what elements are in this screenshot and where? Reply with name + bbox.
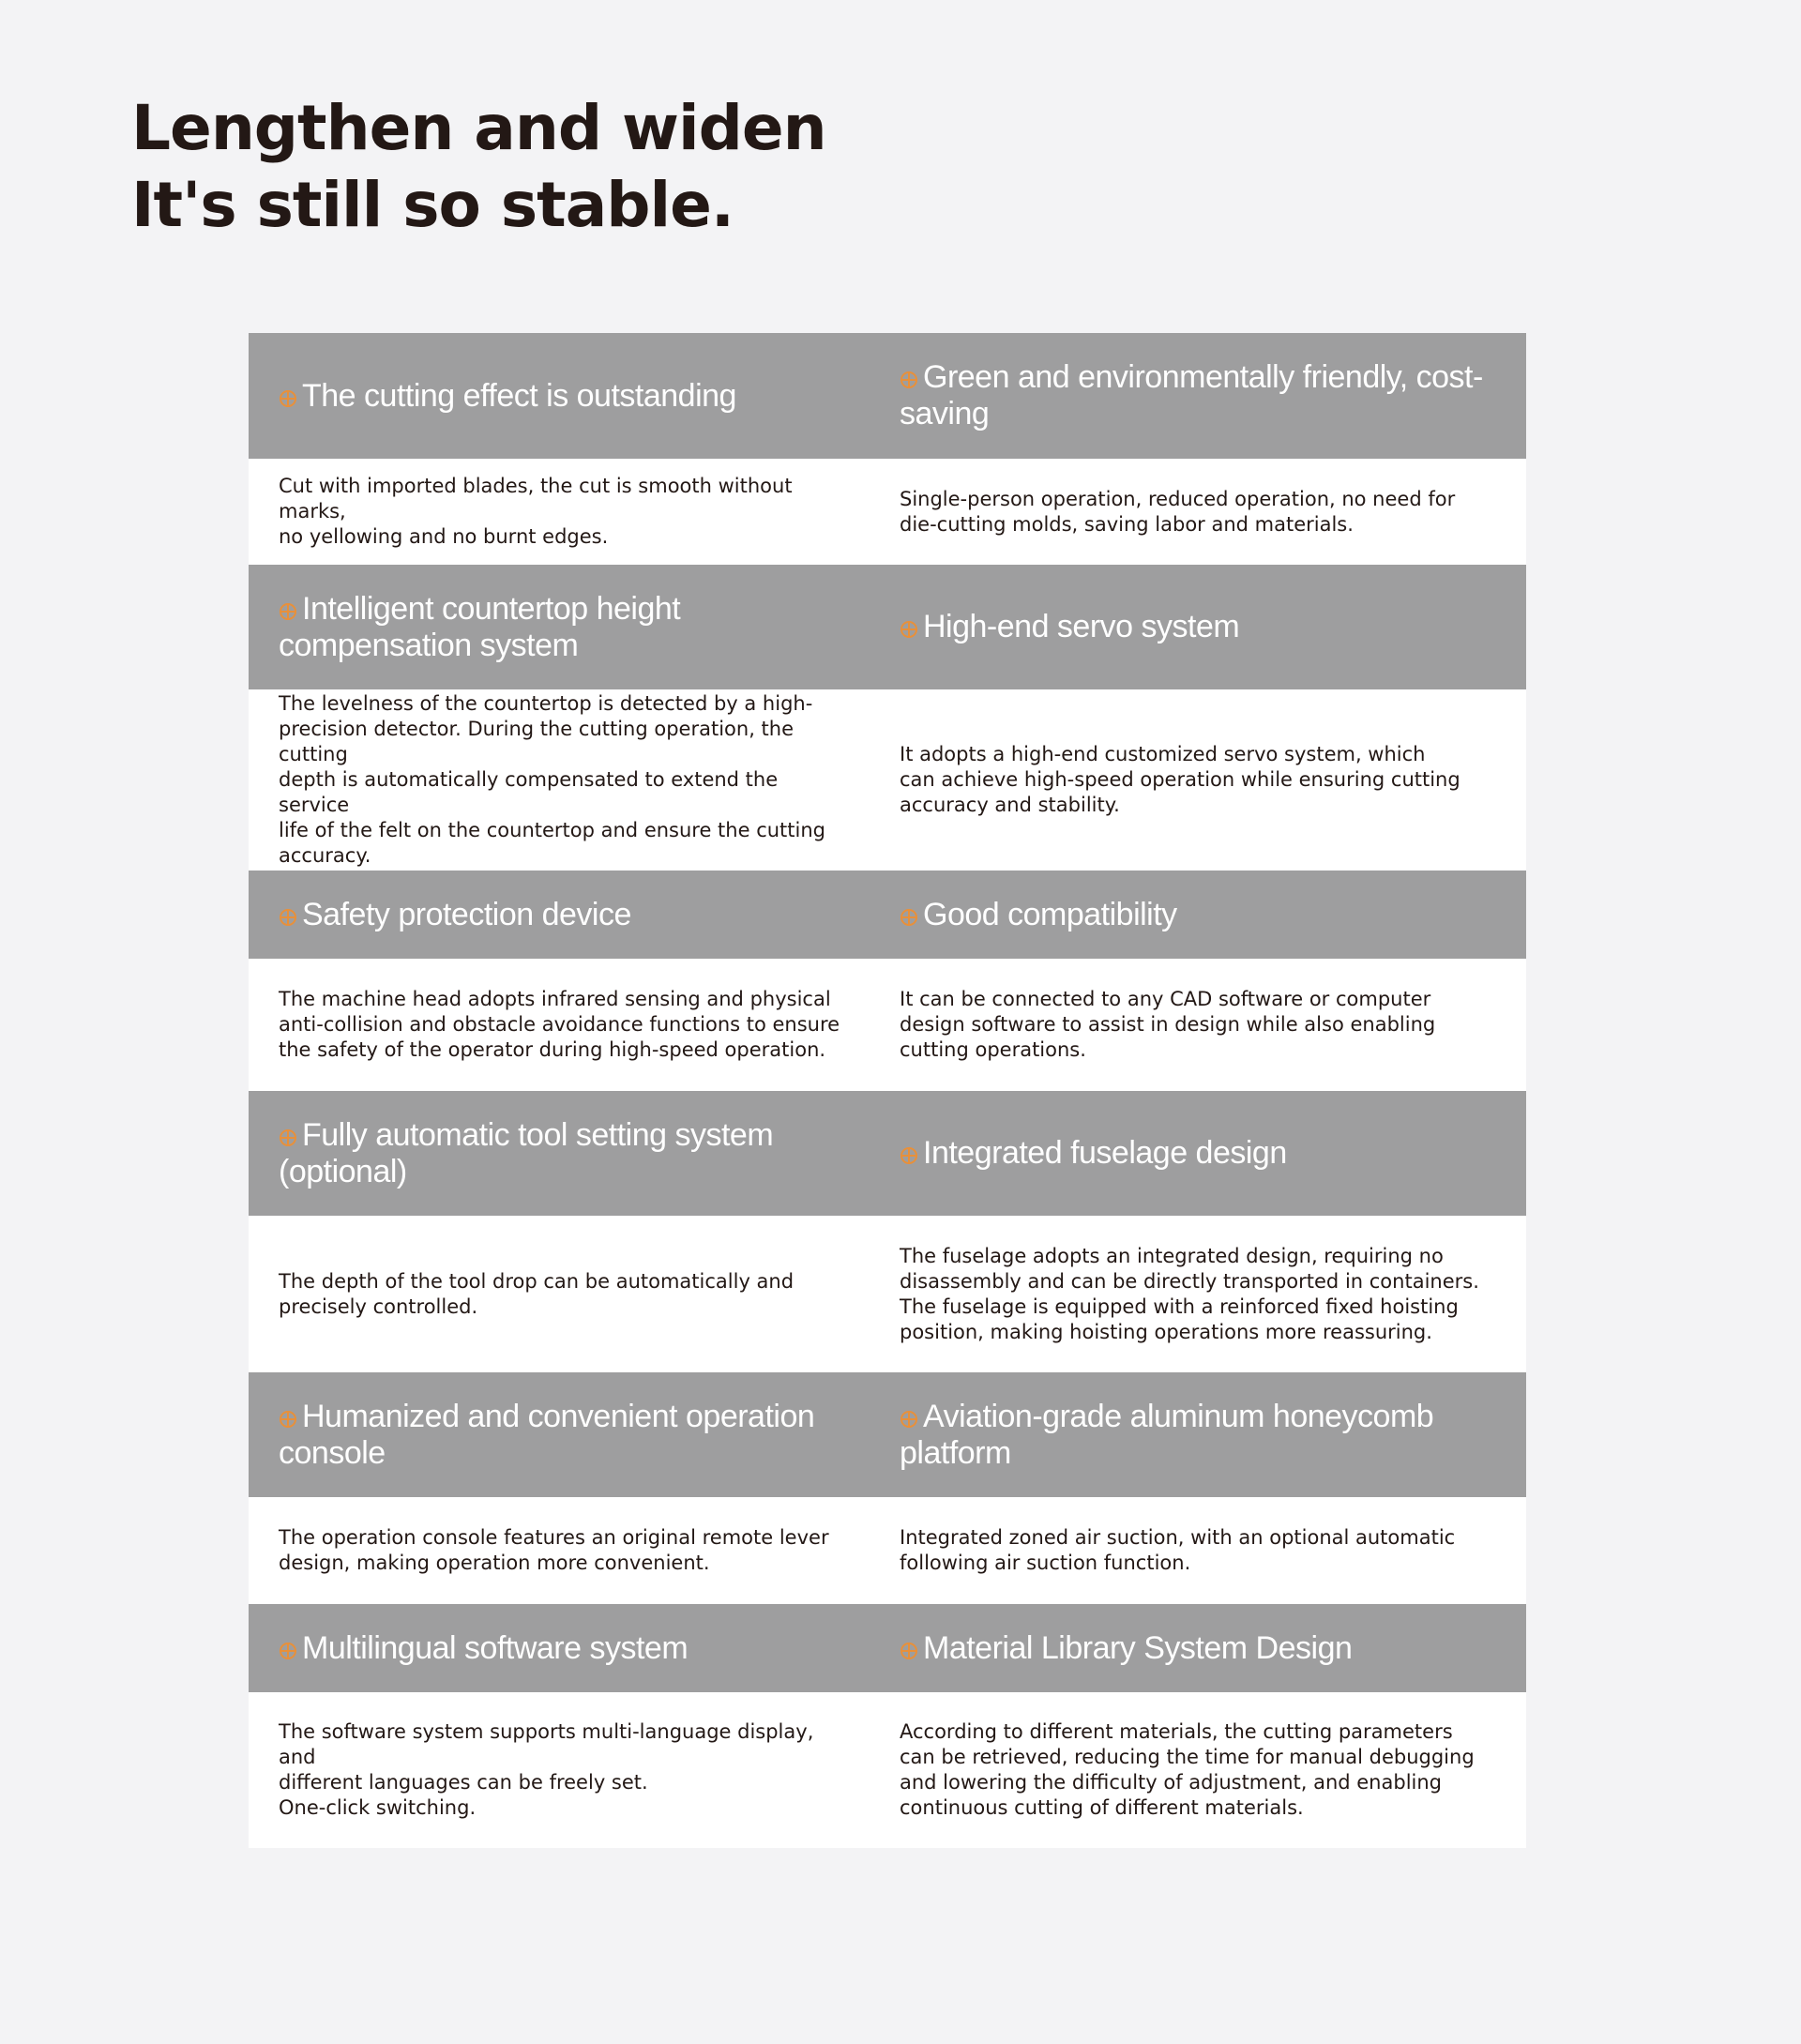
description-line: precisely controlled.	[279, 1295, 478, 1318]
description-line: following air suction function.	[900, 1552, 1191, 1574]
feature-heading-text: Humanized and convenient operation console	[279, 1398, 815, 1471]
description-line: Integrated zoned air suction, with an optional automatic	[900, 1526, 1456, 1549]
feature-description-cell	[249, 959, 887, 1091]
feature-table	[249, 333, 1526, 1848]
feature-heading	[279, 378, 736, 415]
description-line: die-cutting molds, saving labor and materials.	[900, 512, 1354, 536]
feature-description	[279, 1719, 848, 1821]
crosshair-circle-icon	[900, 620, 918, 639]
description-line: The machine head adopts infrared sensing and physical	[279, 988, 831, 1010]
description-line: no yellowing and no burnt edges.	[279, 525, 609, 548]
description-line: cutting operations.	[900, 1038, 1086, 1061]
description-line: precision detector. During the cutting operation, the cutting	[279, 718, 795, 765]
feature-description-row	[249, 1497, 1526, 1604]
feature-description	[279, 1525, 829, 1576]
description-line: The operation console features an original remote lever	[279, 1526, 829, 1549]
feature-heading	[900, 1630, 1352, 1667]
feature-header-cell	[887, 1604, 1526, 1692]
feature-heading	[279, 1399, 848, 1472]
feature-header-cell	[249, 1091, 887, 1216]
page-title-line-1: Lengthen and widen	[131, 92, 826, 164]
feature-description	[279, 474, 848, 550]
crosshair-circle-icon	[279, 1410, 297, 1429]
feature-heading-text: Good compatibility	[923, 896, 1177, 932]
feature-heading	[279, 591, 848, 664]
feature-description-cell	[887, 689, 1526, 871]
description-line: The software system supports multi-language display, and	[279, 1720, 814, 1768]
feature-description	[900, 1719, 1475, 1821]
feature-heading-text: Fully automatic tool setting system (optional)	[279, 1116, 774, 1189]
description-line: life of the felt on the countertop and ensure the cutting	[279, 819, 825, 841]
description-line: anti-collision and obstacle avoidance functions to ensure	[279, 1013, 840, 1036]
description-line: accuracy and stability.	[900, 794, 1120, 816]
feature-description-row	[249, 1692, 1526, 1848]
feature-description	[900, 987, 1435, 1063]
feature-heading-text: Green and environmentally friendly, cost-saving	[900, 359, 1483, 432]
crosshair-circle-icon	[900, 908, 918, 927]
feature-heading	[900, 359, 1496, 432]
description-line: accuracy.	[279, 844, 371, 867]
feature-header-row	[249, 565, 1526, 689]
feature-header-cell	[887, 1372, 1526, 1497]
feature-description-row	[249, 1216, 1526, 1372]
feature-header-row	[249, 871, 1526, 959]
description-line: The levelness of the countertop is detected by a high-	[279, 692, 813, 715]
page-title-line-2: It's still so stable.	[131, 169, 734, 241]
feature-heading	[900, 1135, 1287, 1172]
description-line: One-click switching.	[279, 1796, 477, 1819]
feature-description	[279, 987, 840, 1063]
description-line: The depth of the tool drop can be automatically and	[279, 1269, 795, 1293]
feature-description-row	[249, 959, 1526, 1091]
crosshair-circle-icon	[279, 1642, 297, 1660]
feature-description	[279, 691, 848, 869]
feature-description-cell	[249, 459, 887, 565]
feature-description-cell	[249, 1497, 887, 1604]
feature-header-row	[249, 1604, 1526, 1692]
feature-heading	[900, 897, 1177, 933]
feature-header-row	[249, 1091, 1526, 1216]
description-line: design software to assist in design while also enabling	[900, 1013, 1436, 1036]
description-line: can be retrieved, reducing the time for manual debugging	[900, 1746, 1475, 1768]
feature-header-cell	[887, 1091, 1526, 1216]
description-line: depth is automatically compensated to extend the service	[279, 768, 779, 816]
feature-header-cell	[249, 565, 887, 689]
feature-heading-text: High-end servo system	[923, 609, 1240, 644]
feature-heading	[900, 609, 1239, 645]
feature-heading	[900, 1399, 1496, 1472]
feature-header-cell	[249, 871, 887, 959]
description-line: The fuselage is equipped with a reinforced fixed hoisting	[900, 1295, 1459, 1318]
crosshair-circle-icon	[279, 1128, 297, 1147]
feature-heading	[279, 1117, 848, 1190]
feature-heading	[279, 897, 631, 933]
feature-heading	[279, 1630, 688, 1667]
feature-description	[900, 742, 1460, 818]
description-line: can achieve high-speed operation while ensuring cutting	[900, 768, 1460, 791]
crosshair-circle-icon	[900, 1410, 918, 1429]
description-line: disassembly and can be directly transported in containers.	[900, 1269, 1479, 1293]
feature-description	[900, 1525, 1455, 1576]
description-line: different languages can be freely set.	[279, 1771, 648, 1794]
feature-header-cell	[249, 1604, 887, 1692]
feature-header-row	[249, 1372, 1526, 1497]
feature-description-cell	[887, 959, 1526, 1091]
description-line: According to different materials, the cutting parameters	[900, 1720, 1453, 1743]
feature-description	[900, 487, 1455, 537]
description-line: the safety of the operator during high-speed operation.	[279, 1038, 826, 1061]
feature-heading-text: Material Library System Design	[923, 1629, 1353, 1666]
feature-description-cell	[887, 1216, 1526, 1372]
feature-description-cell	[887, 459, 1526, 565]
feature-description-cell	[887, 1692, 1526, 1848]
feature-description-row	[249, 459, 1526, 565]
feature-header-cell	[249, 333, 887, 459]
page-title	[131, 90, 826, 244]
feature-header-cell	[887, 871, 1526, 959]
description-line: design, making operation more convenient.	[279, 1552, 710, 1574]
feature-heading-text: Aviation-grade aluminum honeycomb platform	[900, 1398, 1434, 1471]
description-line: It adopts a high-end customized servo system, which	[900, 743, 1426, 765]
description-line: and lowering the difficulty of adjustment, and enabling	[900, 1771, 1443, 1794]
feature-description	[900, 1244, 1479, 1345]
feature-heading-text: Multilingual software system	[302, 1629, 689, 1666]
feature-header-cell	[887, 333, 1526, 459]
feature-header-cell	[887, 565, 1526, 689]
feature-description-cell	[249, 1692, 887, 1848]
feature-heading-text: Safety protection device	[302, 896, 631, 932]
feature-description-cell	[249, 689, 887, 871]
crosshair-circle-icon	[900, 1146, 918, 1165]
description-line: continuous cutting of different materials.	[900, 1796, 1304, 1819]
description-line: Single-person operation, reduced operation, no need for	[900, 487, 1456, 510]
feature-description-cell	[249, 1216, 887, 1372]
feature-header-cell	[249, 1372, 887, 1497]
crosshair-circle-icon	[900, 371, 918, 389]
crosshair-circle-icon	[279, 908, 297, 927]
feature-heading-text: Intelligent countertop height compensation system	[279, 590, 681, 663]
crosshair-circle-icon	[900, 1642, 918, 1660]
feature-description-cell	[887, 1497, 1526, 1604]
feature-header-row	[249, 333, 1526, 459]
feature-description	[279, 1269, 794, 1320]
description-line: position, making hoisting operations more reassuring.	[900, 1320, 1432, 1343]
description-line: The fuselage adopts an integrated design, requiring no	[900, 1244, 1444, 1267]
feature-heading-text: The cutting effect is outstanding	[302, 377, 736, 414]
crosshair-circle-icon	[279, 602, 297, 621]
feature-description-row	[249, 689, 1526, 871]
feature-heading-text: Integrated fuselage design	[923, 1135, 1287, 1171]
description-line: It can be connected to any CAD software or computer	[900, 988, 1431, 1010]
description-line: Cut with imported blades, the cut is smooth without marks,	[279, 475, 793, 522]
crosshair-circle-icon	[279, 389, 297, 408]
